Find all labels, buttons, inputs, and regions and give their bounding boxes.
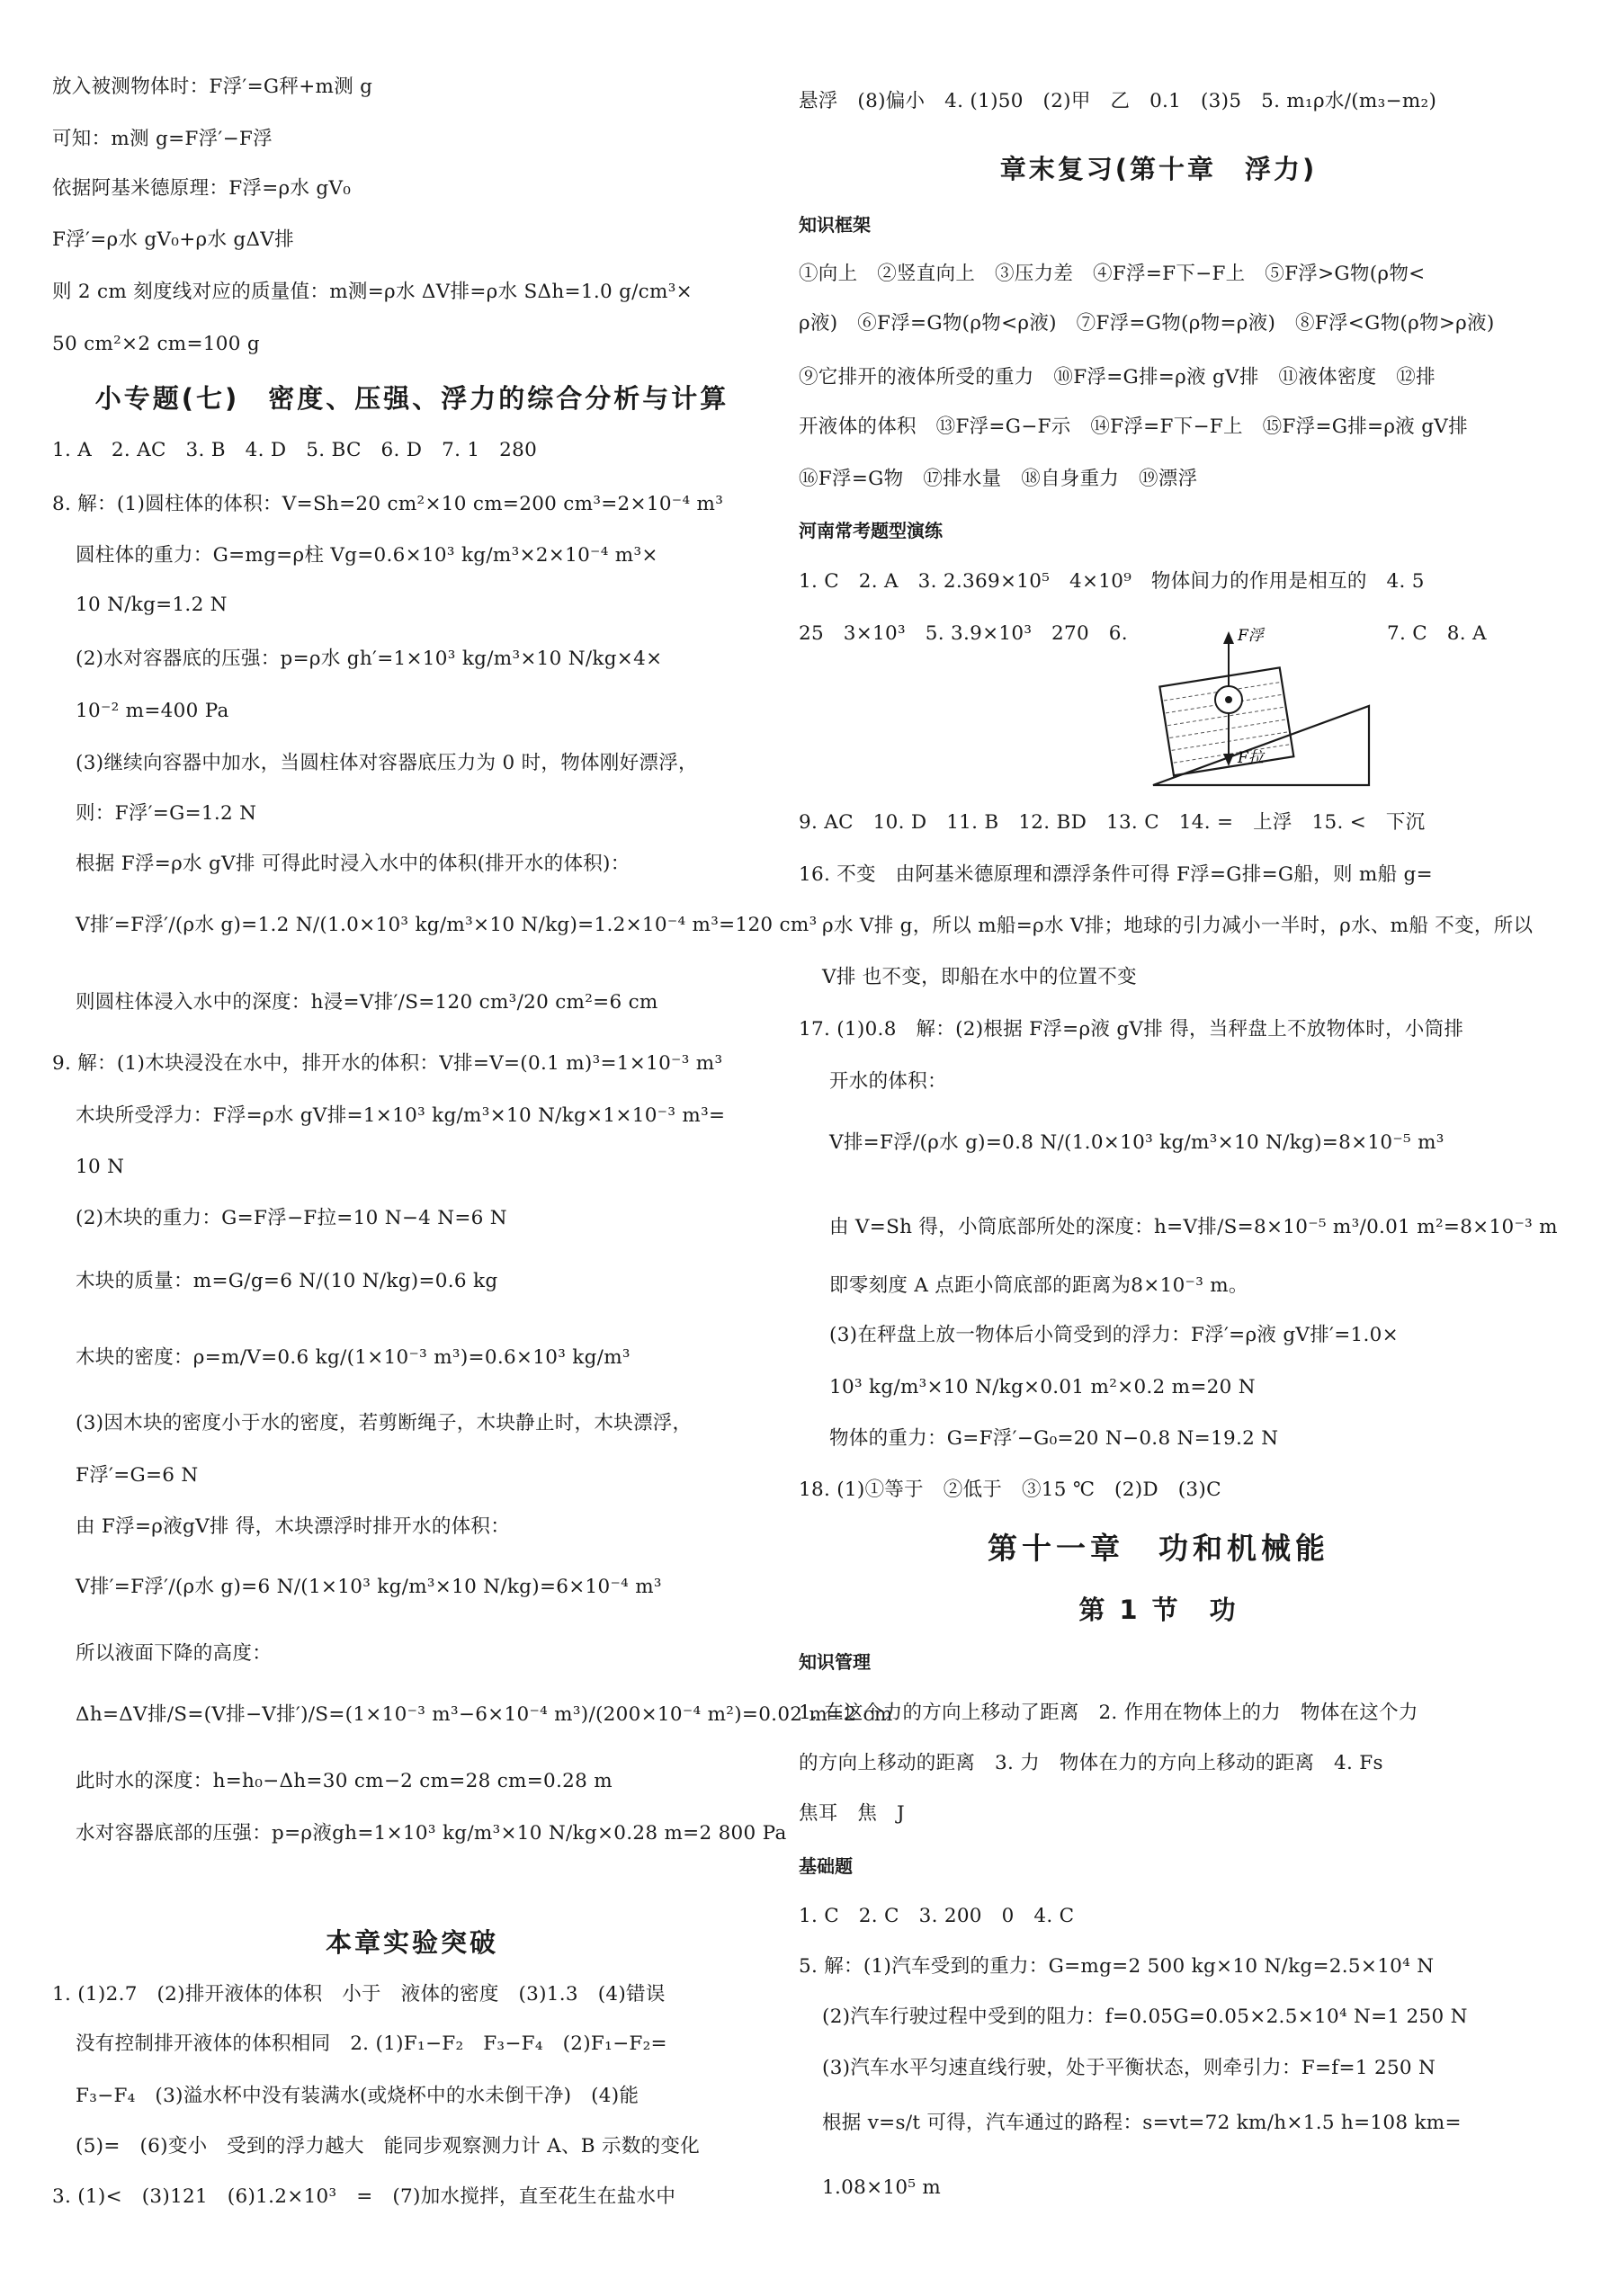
answer-line: 1. C 2. C 3. 200 0 4. C [799,1905,1075,1927]
answer-line: 的方向上移动的距离 3. 力 物体在力的方向上移动的距离 4. Fs [799,1752,1383,1774]
answer-line: 可知：m测 g=F浮′−F浮 [52,128,273,150]
answer-line: 9. 解：(1)木块浸没在水中，排开水的体积：V排=V=(0.1 m)³=1×10⁻³ m³ [52,1052,723,1075]
answer-line: 放入被测物体时：F浮′=G秤+m测 g [52,76,373,98]
answer-line: 3. (1)< (3)121 (6)1.2×10³ = (7)加水搅拌，直至花生在盐水中 [52,2185,676,2208]
answer-line: (3)继续向容器中加水，当圆柱体对容器底压力为 0 时，物体刚好漂浮， [76,752,698,774]
ball-center-dot [1225,696,1232,703]
answer-line: ①向上 ②竖直向上 ③压力差 ④F浮=F下−F上 ⑤F浮>G物(ρ物< [799,263,1426,285]
subsection-label: 知识管理 [799,1651,871,1673]
answer-line: 1. 在这个力的方向上移动了距离 2. 作用在物体上的力 物体在这个力 [799,1702,1418,1724]
formula-line: V排=F浮/(ρ水 g)=0.8 N/(1.0×10³ kg/m³×10 N/kg)=8×10⁻⁵ m³ [829,1131,1445,1154]
section-title: 本章实验突破 [325,1927,498,1958]
answer-line: 开水的体积： [829,1070,947,1093]
subsection-label: 河南常考题型演练 [799,520,943,541]
answer-line: 1. (1)2.7 (2)排开液体的体积 小于 液体的密度 (3)1.3 (4)错误 [52,1983,666,2006]
answer-line: 由 F浮=ρ液gV排 得，木块漂浮时排开水的体积： [76,1515,511,1538]
answer-line: 则 2 cm 刻度线对应的质量值：m测=ρ水 ΔV排=ρ水 SΔh=1.0 g/cm³× [52,281,693,303]
answer-line: (2)木块的重力：G=F浮−F拉=10 N−4 N=6 N [76,1207,507,1229]
answer-line: 25 3×10³ 5. 3.9×10³ 270 6. [799,622,1128,645]
answer-line: F₃−F₄ (3)溢水杯中没有装满水(或烧杯中的水未倒干净) (4)能 [76,2085,640,2107]
section-title: 章末复习(第十章 浮力) [999,154,1318,184]
answer-line: ⑯F浮=G物 ⑰排水量 ⑱自身重力 ⑲漂浮 [799,468,1198,490]
answer-line: ρ水 V排 g，所以 m船=ρ水 V排；地球的引力减小一半时，ρ水、m船 不变，所以 [822,915,1534,937]
answer-line: 即零刻度 A 点距小筒底部的距离为8×10⁻³ m。 [829,1274,1248,1297]
formula-line: 由 V=Sh 得，小筒底部所处的深度：h=V排/S=8×10⁻⁵ m³/0.01 m²=8×10⁻³ m [829,1216,1558,1238]
answer-line: 1. C 2. A 3. 2.369×10⁵ 4×10⁹ 物体间力的作用是相互的 4. 5 [799,570,1425,593]
answer-line: (3)因木块的密度小于水的密度，若剪断绳子，木块静止时，木块漂浮， [76,1412,693,1434]
answer-line: 18. (1)①等于 ②低于 ③15 ℃ (2)D (3)C [799,1479,1221,1501]
answer-line: 10⁻² m=400 Pa [76,700,229,722]
answer-line: (5)= (6)变小 受到的浮力越大 能同步观察测力计 A、B 示数的变化 [76,2135,701,2158]
answer-line: 1. A 2. AC 3. B 4. D 5. BC 6. D 7. 1 280 [52,439,538,461]
subsection-label: 基础题 [799,1855,853,1877]
tension-arrowhead [1223,754,1234,766]
answer-line: 根据 v=s/t 可得，汽车通过的路程：s=vt=72 km/h×1.5 h=108 km= [822,2112,1462,2134]
answer-line: 10³ kg/m³×10 N/kg×0.01 m²×0.2 m=20 N [829,1376,1256,1398]
answer-line: 此时水的深度：h=h₀−Δh=30 cm−2 cm=28 cm=0.28 m [76,1770,613,1792]
formula-line: V排′=F浮′/(ρ水 g)=1.2 N/(1.0×10³ kg/m³×10 N/kg)=1.2×10⁻⁴ m³=120 cm³ [76,914,818,936]
answer-line: 5. 解：(1)汽车受到的重力：G=mg=2 500 kg×10 N/kg=2.5×10⁴ N [799,1955,1435,1978]
buoyancy-arrowhead [1223,631,1234,644]
tension-label: F拉 [1238,749,1264,767]
section-title: 第 1 节 功 [1078,1595,1239,1625]
answer-line: 则：F浮′=G=1.2 N [76,802,257,825]
answer-line: 10 N [76,1156,125,1178]
answer-line: (2)汽车行驶过程中受到的阻力：f=0.05G=0.05×2.5×10⁴ N=1 250 N [822,2006,1468,2028]
buoyancy-diagram [1148,621,1382,791]
answer-line: 50 cm²×2 cm=100 g [52,333,260,355]
answer-line: 焦耳 焦 J [799,1802,905,1825]
answer-line: F浮′=ρ水 gV₀+ρ水 gΔV排 [52,228,294,251]
answer-line: (3)在秤盘上放一物体后小筒受到的浮力：F浮′=ρ液 gV排′=1.0× [829,1324,1399,1346]
answer-line: 悬浮 (8)偏小 4. (1)50 (2)甲 乙 0.1 (3)5 5. m₁ρ水/(m₃−m₂) [799,90,1437,112]
answer-line: (3)汽车水平匀速直线行驶，处于平衡状态，则牵引力：F=f=1 250 N [822,2057,1436,2079]
subsection-label: 知识框架 [799,214,871,236]
answer-line: 9. AC 10. D 11. B 12. BD 13. C 14. = 上浮 15. < 下沉 [799,811,1426,834]
answer-line: 17. (1)0.8 解：(2)根据 F浮=ρ液 gV排 得，当秤盘上不放物体时，小筒排 [799,1018,1464,1041]
answer-line: 7. C 8. A [1387,622,1487,645]
answer-line: 开液体的体积 ⑬F浮=G−F示 ⑭F浮=F下−F上 ⑮F浮=G排=ρ液 gV排 [799,415,1468,438]
formula-line: Δh=ΔV排/S=(V排−V排′)/S=(1×10⁻³ m³−6×10⁻⁴ m³)/(200×10⁻⁴ m²)=0.02 m=2 cm [76,1703,893,1726]
formula-line: V排′=F浮′/(ρ水 g)=6 N/(1×10³ kg/m³×10 N/kg)=6×10⁻⁴ m³ [76,1576,662,1598]
answer-line: 8. 解：(1)圆柱体的体积：V=Sh=20 cm²×10 cm=200 cm³=2×10⁻⁴ m³ [52,493,724,515]
answer-line: 木块所受浮力：F浮=ρ水 gV排=1×10³ kg/m³×10 N/kg×1×10⁻³ m³= [76,1104,726,1127]
answer-line: 16. 不变 由阿基米德原理和漂浮条件可得 F浮=G排=G船，则 m船 g= [799,863,1433,886]
answer-line: 所以液面下降的高度： [76,1642,273,1665]
answer-line: 依据阿基米德原理：F浮=ρ水 gV₀ [52,177,352,200]
answer-line: 没有控制排开液体的体积相同 2. (1)F₁−F₂ F₃−F₄ (2)F₁−F₂= [76,2032,667,2055]
answer-line: 1.08×10⁵ m [822,2176,942,2199]
section-title: 小专题(七) 密度、压强、浮力的综合分析与计算 [94,383,729,414]
answer-line: 圆柱体的重力：G=mg=ρ柱 Vg=0.6×10³ kg/m³×2×10⁻⁴ m³× [76,544,658,567]
answer-line: (2)水对容器底的压强：p=ρ水 gh′=1×10³ kg/m³×10 N/kg×4× [76,648,663,670]
formula-line: 木块的质量：m=G/g=6 N/(10 N/kg)=0.6 kg [76,1270,498,1292]
answer-line: V排 也不变，即船在水中的位置不变 [822,966,1137,988]
buoyancy-label: F浮 [1238,627,1264,645]
answer-line: 10 N/kg=1.2 N [76,594,228,616]
formula-line: 则圆柱体浸入水中的深度：h浸=V排′/S=120 cm³/20 cm²=6 cm [76,991,658,1014]
answer-line: F浮′=G=6 N [76,1464,199,1487]
answer-line: 水对容器底部的压强：p=ρ液gh=1×10³ kg/m³×10 N/kg×0.28 m=2 800 Pa [76,1822,787,1845]
answer-line: ⑨它排开的液体所受的重力 ⑩F浮=G排=ρ液 gV排 ⑪液体密度 ⑫排 [799,366,1436,389]
answer-line: ρ液) ⑥F浮=G物(ρ物<ρ液) ⑦F浮=G物(ρ物=ρ液) ⑧F浮<G物(ρ物>ρ液) [799,312,1495,335]
answer-line: 根据 F浮=ρ水 gV排 可得此时浸入水中的体积(排开水的体积)： [76,853,631,875]
answer-line: 物体的重力：G=F浮′−G₀=20 N−0.8 N=19.2 N [829,1427,1279,1450]
formula-line: 木块的密度：ρ=m/V=0.6 kg/(1×10⁻³ m³)=0.6×10³ kg/m³ [76,1346,631,1369]
chapter-title: 第十一章 功和机械能 [988,1531,1329,1566]
